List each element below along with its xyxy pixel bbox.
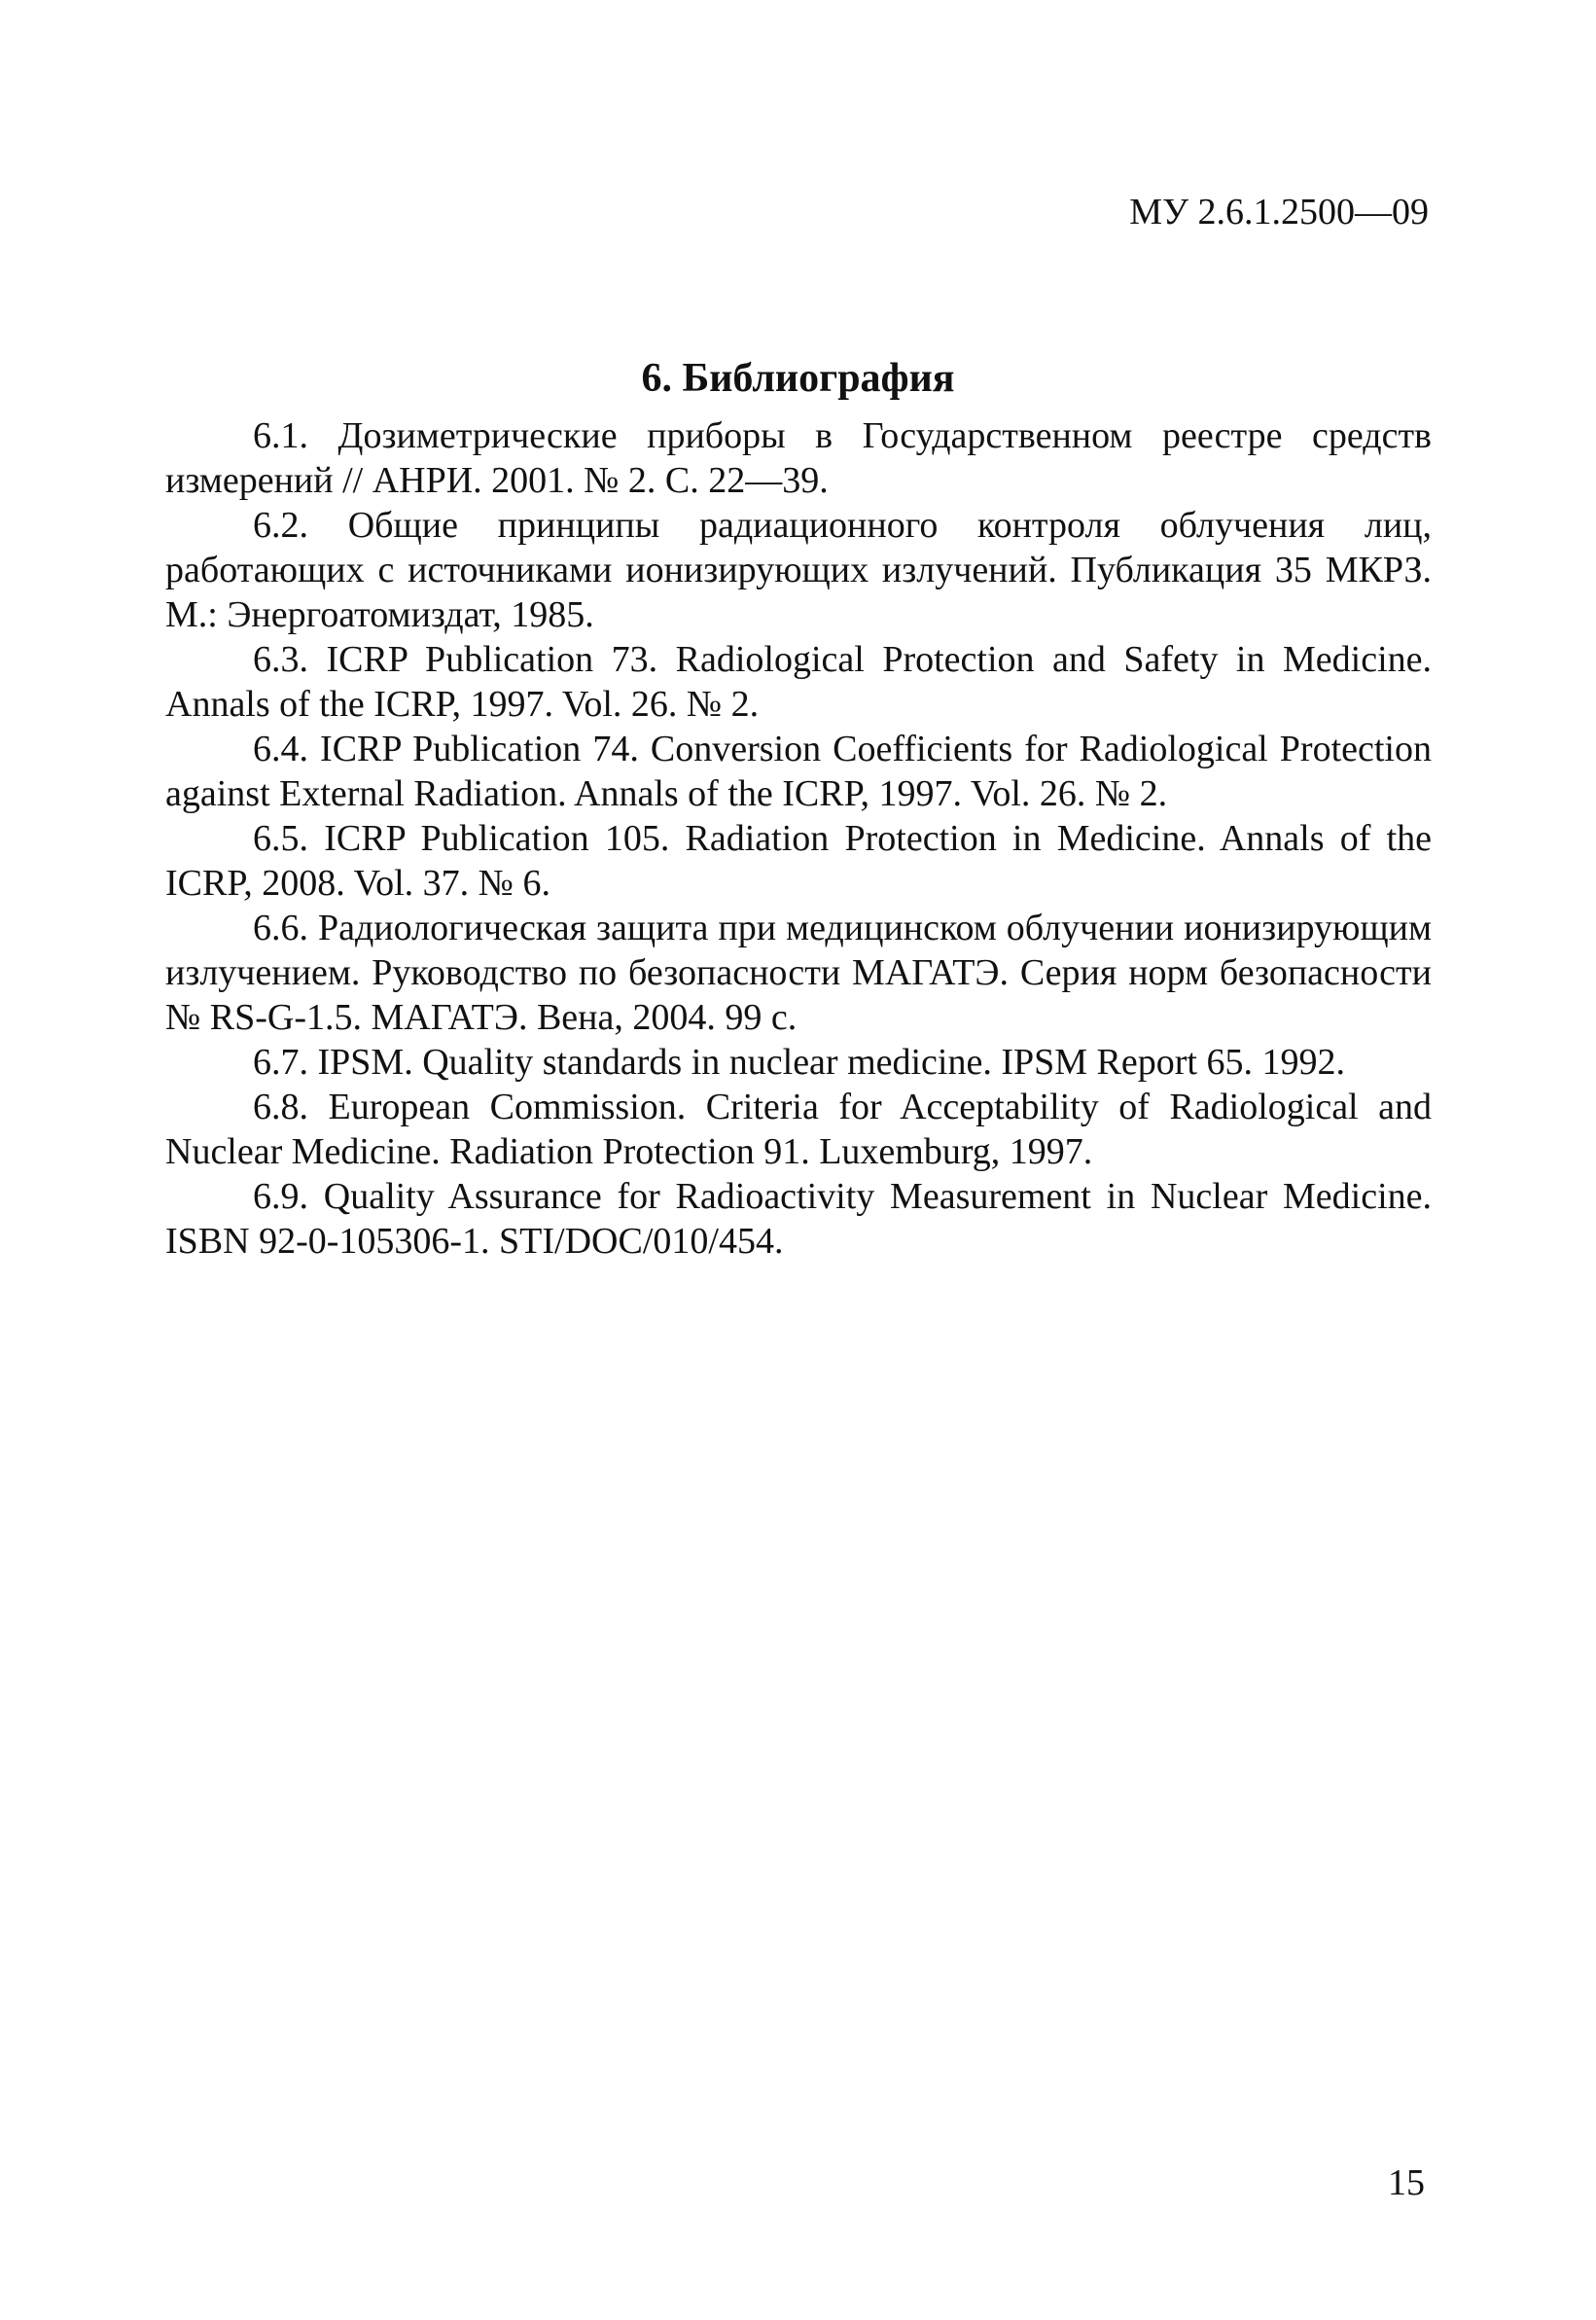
document-code: МУ 2.6.1.2500—09 [1129, 192, 1429, 232]
reference-item: 6.6. Радиологическая защита при медицинском облучении ионизирующим излучением. Руководство по безопасности МАГАТЭ. Серия норм безопасности № RS-G-1.5. МАГАТЭ. Вена, 2004. 99 с. [165, 908, 1432, 1038]
page-number: 15 [1388, 2162, 1425, 2203]
reference-item: 6.4. ICRP Publication 74. Conversion Coefficients for Radiological Protection against External Radiation. Annals of the ICRP, 1997. Vol. 26. № 2. [165, 729, 1432, 814]
reference-item: 6.5. ICRP Publication 105. Radiation Protection in Medicine. Annals of the ICRP, 2008. Vol. 37. № 6. [165, 818, 1432, 904]
reference-item: 6.3. ICRP Publication 73. Radiological Protection and Safety in Medicine. Annals of the ICRP, 1997. Vol. 26. № 2. [165, 639, 1432, 725]
reference-list [165, 413, 1432, 1264]
reference-item: 6.9. Quality Assurance for Radioactivity Measurement in Nuclear Medicine. ISBN 92-0-105306-1. STI/DOC/010/454. [165, 1176, 1432, 1262]
section-title: 6. Библиография [641, 356, 955, 401]
reference-item: 6.2. Общие принципы радиационного контроля облучения лиц, работающих с источниками ионизирующих излучений. Публикация 35 МКРЗ. М.: Энергоатомиздат, 1985. [165, 505, 1432, 635]
reference-item: 6.1. Дозиметрические приборы в Государственном реестре средств измерений // АНРИ. 2001. № 2. С. 22—39. [165, 415, 1432, 501]
reference-item: 6.8. European Commission. Criteria for Acceptability of Radiological and Nuclear Medicine. Radiation Protection 91. Luxemburg, 1997. [165, 1087, 1432, 1172]
reference-item: 6.7. IPSM. Quality standards in nuclear medicine. IPSM Report 65. 1992. [253, 1042, 1345, 1083]
